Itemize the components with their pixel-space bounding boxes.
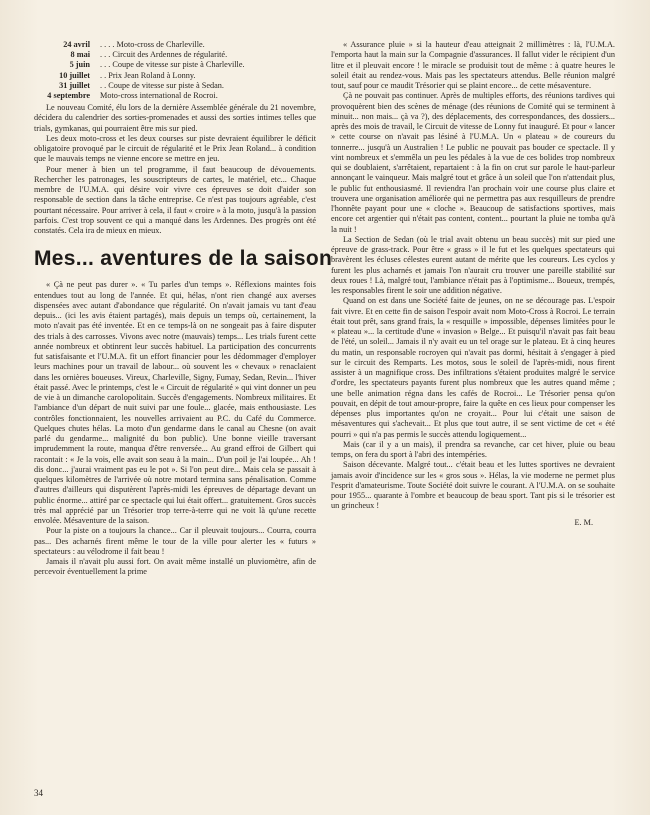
- calendar-row: [34, 40, 316, 50]
- intro-paragraph: Le nouveau Comité, élu lors de la dernière Assemblée générale du 21 novembre, décidera du calendrier des sorties-promenades et aussi des sorties intimes telles que trials, gymkanas, qui pourraient être mis sur pied.: [34, 103, 316, 133]
- calendar-dots: . . . .: [100, 40, 115, 49]
- calendar-event: Coupe de vitesse sur piste à Sedan.: [108, 80, 224, 90]
- article-paragraph: Saison décevante. Malgré tout... c'était beau et les luttes sportives ne devraient jamais avoir d'incidence sur les « gros sous ». Hélas, la vie moderne ne permet plus l'esprit d'amateurisme. Toute Société doit suivre le courant. A l'U.M.A. on se souhaite pour 1955... quarante à l'ombre et beaucoup de beau sport. Tant pis si le trésorier est un grincheux !: [331, 460, 615, 511]
- calendar-date: 31 juillet: [59, 80, 90, 90]
- calendar-row: [34, 71, 316, 81]
- calendar-date: 4 septembre: [47, 91, 90, 101]
- calendar-event: Moto-cross de Charleville.: [116, 40, 205, 49]
- calendar-row: [34, 81, 316, 91]
- article-paragraph: Pour la piste on a toujours la chance... Car il pleuvait toujours... Courra, courra pas... Des acharnés firent même le tour de la ville pour alerter les « futurs » spectateurs : au vélodrome il fait beau !: [34, 526, 316, 556]
- article-paragraph: « Çà ne peut pas durer ». « Tu parles d'un temps ». Réflexions maintes fois entendues tout au long de l'année. Et qui, hélas, n'ont rien changé aux averses dispensées avec autant d'abondance que régularité. On n'avait jamais vu tant d'eau depuis... (ici les avis étaient partagés), mais depuis un temps où, certainement, la moto n'avait pas été inventée. Et en ce temps-là on ne songeait pas à faire disputer des trials à des carrosses. Vivons avec notre (mauvais) temps... Les trials furent cette année nombreux et obtinrent leur succès habituel. La participation des concurrents fut satisfaisante et l'U.M.A. fit un effort financier pour les dédommager d'employer leurs machines pour un travail de labour... où souvent les « chevaux » renaclaient dans les ornières boueuses. Vireux, Charleville, Signy, Fumay, Sedan, Revin... l'hiver était passé. Avec le printemps, c'est le « Circuit de régularité » qui vint donner un peu de vie à un dimanche carolopolitain. Succès d'engagements. Nombreux militaires. Et l'ambiance d'un départ de nuit suivi par une foule... glacée, mais enthousiaste. Les contrôles fonctionnaient, les nouvelles arrivaient au P.C. du Café du Commerce. Quelques chutes hélas. La moto d'un gendarme dans le canal au Chesne (on avait parlé du gendarme... malignité du bon public). Une bonne vieille traversant imprudemment la route, manqua d'être renversée... Au grand effroi de Gilbert qui racontait : « Je la vois, elle avait son seau à la main... D'un poil je l'ai loupée... Ah ! dis donc... j'aurai vraiment pas eu le pot ». Si l'on peut dire... Mais cela se passait à quelques kilomètres de l'arrivée où notre motard termina sans pénalisation. Comme d'autres d'ailleurs qui disputèrent l'après-midi les épreuves de départage devant un public énorme... attiré par ce spectacle qui lui était offert... gratuitement. Gros succès très mal apprécié par un Trésorier trop terre-à-terre qui ne voit là qu'une recette envolée. Mésaventure de la saison.: [34, 280, 316, 526]
- calendar-dots: . .: [100, 70, 107, 80]
- calendar-dots: . .: [100, 80, 107, 90]
- article-paragraph: La Section de Sedan (où le trial avait obtenu un beau succès) mit sur pied une épreuve de grass-track. Pour être « grass » il le fut et les quelques spectateurs qui bravèrent les écluses célestes eurent autant de mérite que les coureurs. Les cyclos y furent les plus acharnés et jamais l'on n'aurait cru trouver une pareille stabilité sur deux roues ! Là, malgré tout, l'ambiance n'était pas à l'optimisme... Boueux, trempés, les responsables firent le soir une addition négative.: [331, 234, 615, 295]
- calendar-event: Prix Jean Roland à Lonny.: [108, 70, 196, 80]
- article-paragraph: Çà ne pouvait pas continuer. Après de multiples efforts, des réunions tardives qui provoquèrent bien des scènes de ménage (des réunions de Comité qui se terminent à minuit... non mais... çà va ?), des déplacements, des correspondances, des dossiers... après des mois de travail, le Circuit de vitesse de Lonny fut inauguré. Et pour « lancer » cette course on n'avait pas lésiné à l'U.M.A. Un « plateau » de coureurs du tonnerre... jusqu'à un Australien ! Le public ne pouvait pas bouder ce spectacle. Il y vint nombreux et s'emmêla un peu les pédales à la vue de ces bolides trop nombreux qui se doublaient, s'arrêtaient, repartaient : à la fin on crut sur parole le haut-parleur annonçant le vainqueur. Mais malgré tout et grâce à un soleil que l'on n'attendait plus, le public fut enthousiasmé. Il reviendra l'an prochain voir une course plus claire et trouvera une organisation améliorée qui ne permettra pas aux resquilleurs de prendre l'honnête payant pour une « cloche ». Beaucoup de satisfactions sportives, mais encore cet argentier qui n'était pas content, content... pourtant la pluie ne tomba qu'à la nuit !: [331, 91, 615, 234]
- calendar-date: 5 juin: [69, 60, 90, 70]
- calendar-dots: . . .: [100, 50, 111, 60]
- event-calendar: [34, 40, 316, 101]
- calendar-event: Circuit des Ardennes de régularité.: [112, 50, 228, 60]
- calendar-row: [34, 60, 316, 70]
- calendar-row: [34, 50, 316, 60]
- calendar-dots: . . .: [100, 60, 111, 70]
- intro-paragraph: Pour mener à bien un tel programme, il faut beaucoup de dévouements. Rechercher les patronages, les souscripteurs de cartes, le matériel, etc... Chaque membre de l'U.M.A. qui désire voir vivre ces épreuves se doit d'aider son responsable de section dans la tâche entreprise. Ce n'est pas toujours agréable, c'est pourtant nécessaire. Pour arriver à cela, il faut « croire » à la moto, jusqu'à la passion parfois. C'est trop souvent ce qui a manqué dans les Ardennes. Des progrès ont été constatés. Cela ira de mieux en mieux.: [34, 164, 316, 236]
- article-paragraph: Quand on est dans une Société faite de jeunes, on ne se décourage pas. L'espoir fait vivre. Et en cette fin de saison l'espoir avait nom Moto-Cross à Rocroi. Le terrain était tout prêt, sans grand frais, la « resquille » impossible, dépenses limitées pour le « plateau »... la certitude d'une « invasion » Belge... Et puisqu'il n'avait pas fait beau de l'été, un soleil... Jamais il n'y avait eu un tel orage sur le plateau. Et à cinq heures du matin, un responsable rocroyen qui n'avait pas dormi, hésitait à s'engager à pied sur le circuit des Remparts. Les motos, sous le soleil de l'après-midi, nous firent assister à un magnifique cross. Des infiltrations s'étaient produites malgré le service d'ordre, les spectateurs payants furent plus nombreux que les autres quand même ; une belle animation régna dans les cafés de Rocroi... Le Trésorier pensa qu'on pouvait, en dépit de tout amour-propre, faire la quête en ces lieux pour compenser les dépenses plus importantes qu'on ne croyait... Pour lui c'était une saison de mésaventures qui s'achevait... Et plus que tout autre, il se sent victime de cet « été pourri » qui n'a pas permis le succès attendu logiquement...: [331, 296, 615, 439]
- calendar-row: [34, 91, 316, 101]
- article-paragraph: Mais (car il y a un mais), il prendra sa revanche, car cet hiver, pluie ou beau temps, on fera du sport à l'abri des intempéries.: [331, 439, 615, 459]
- left-column: [34, 40, 333, 578]
- article-headline: Mes... aventures de la saison: [34, 247, 333, 271]
- calendar-date: 8 mai: [70, 50, 90, 60]
- author-signature: E. M.: [574, 517, 593, 527]
- intro-paragraph: Les deux moto-cross et les deux courses sur piste devraient équilibrer le déficit obligatoire provoqué par le circuit de régularité et le Prix Jean Roland... à condition que le mauvais temps ne vienne encore se mettre en jeu.: [34, 133, 316, 164]
- page-number: 34: [34, 788, 43, 798]
- calendar-event: Moto-cross international de Rocroi.: [100, 91, 218, 101]
- calendar-date: 24 avril: [63, 40, 90, 49]
- right-column: [331, 40, 615, 528]
- calendar-date: 10 juillet: [59, 70, 90, 80]
- article-paragraph: « Assurance pluie » si la hauteur d'eau atteignait 2 millimètres : là, l'U.M.A. l'emporta haut la main sur la Compagnie d'assurances. Il fallut vider le récipient d'un litre et il pleuvait encore ! le miracle se produisit tout de même : à quatre heures le soleil était au rendez-vous. Mais pas les spectateurs attendus. Belle réunion malgré tout, sauf pour ce maudit Trésorier qui se plaint encore... de cette mésaventure.: [331, 40, 615, 90]
- article-paragraph: Jamais il n'avait plu aussi fort. On avait même installé un pluviomètre, afin de percevoir éventuellement la prime: [34, 557, 316, 577]
- calendar-event: Coupe de vitesse sur piste à Charleville.: [112, 60, 245, 70]
